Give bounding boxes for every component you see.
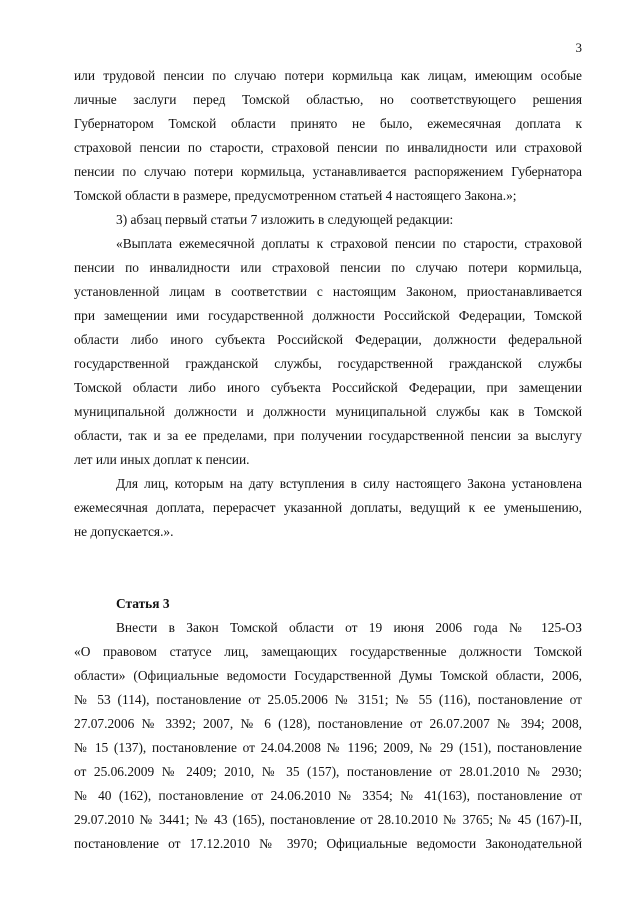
document-body (74, 64, 582, 856)
text-line: Томской области в размере, предусмотренном статьей 4 настоящего Закона.»; (74, 188, 517, 203)
text-line: Губернатором Томской области принято не было, ежемесячная доплата к (74, 116, 582, 131)
text-line: Для лиц, которым на дату вступления в силу настоящего Закона установлена (116, 476, 582, 491)
text-line: не допускается.». (74, 524, 174, 539)
paragraph (74, 64, 582, 208)
text-line: страховой пенсии по старости, страховой пенсии по инвалидности или страховой (74, 140, 582, 155)
section-spacer (74, 544, 582, 568)
text-line: 29.07.2010 № 3441; № 43 (165), постановление от 28.10.2010 № 3765; № 45 (167)-II, (74, 812, 582, 827)
paragraph (74, 472, 582, 544)
text-line: области либо иного субъекта Российской Федерации, должности федеральной (74, 332, 582, 347)
paragraph (74, 616, 582, 856)
text-line: 27.07.2006 № 3392; 2007, № 6 (128), постановление от 26.07.2007 № 394; 2008, (74, 716, 582, 731)
text-line: лет или иных доплат к пенсии. (74, 452, 250, 467)
page-number: 3 (575, 40, 582, 55)
text-line: установленной лицам в соответствии с настоящим Законом, приостанавливается (74, 284, 582, 299)
text-line: Томской области либо иного субъекта Российской Федерации, при замещении (74, 380, 582, 395)
text-line: при замещении ими государственной должности Российской Федерации, Томской (74, 308, 582, 323)
text-line: № 40 (162), постановление от 24.06.2010 № 3354; № 41(163), постановление от (74, 788, 582, 803)
text-line: № 15 (137), постановление от 24.04.2008 № 1196; 2009, № 29 (151), постановление (74, 740, 582, 755)
text-line: пенсии по случаю потери кормильца, устанавливается распоряжением Губернатора (74, 164, 582, 179)
text-line: области» (Официальные ведомости Государственной Думы Томской области, 2006, (74, 668, 582, 683)
article-heading: Статья 3 (116, 596, 170, 611)
text-line: государственной гражданской службы, государственной гражданской службы (74, 356, 582, 371)
text-line: Внести в Закон Томской области от 19 июня 2006 года № 125-ОЗ (116, 620, 582, 635)
text-line: или трудовой пенсии по случаю потери кормильца как лицам, имеющим особые (74, 68, 582, 83)
text-line: от 25.06.2009 № 2409; 2010, № 35 (157), постановление от 28.01.2010 № 2930; (74, 764, 582, 779)
text-line: пенсии по инвалидности или страховой пенсии по случаю потери кормильца, (74, 260, 582, 275)
text-line: постановление от 17.12.2010 № 3970; Официальные ведомости Законодательной (74, 836, 582, 851)
text-line: муниципальной должности и должности муниципальной службы как в Томской (74, 404, 582, 419)
paragraph (74, 208, 582, 232)
text-line: № 53 (114), постановление от 25.05.2006 № 3151; № 55 (116), постановление от (74, 692, 582, 707)
text-line: личные заслуги перед Томской областью, но соответствующего решения (74, 92, 582, 107)
text-line: «О правовом статусе лиц, замещающих государственные должности Томской (74, 644, 582, 659)
text-line: области, так и за ее пределами, при получении государственной пенсии за выслугу (74, 428, 582, 443)
text-line: ежемесячная доплата, перерасчет указанной доплаты, ведущий к ее уменьшению, (74, 500, 582, 515)
paragraph (74, 232, 582, 472)
section-spacer (74, 568, 582, 592)
text-line: «Выплата ежемесячной доплаты к страховой пенсии по старости, страховой (116, 236, 582, 251)
text-line: 3) абзац первый статьи 7 изложить в следующей редакции: (116, 212, 454, 227)
